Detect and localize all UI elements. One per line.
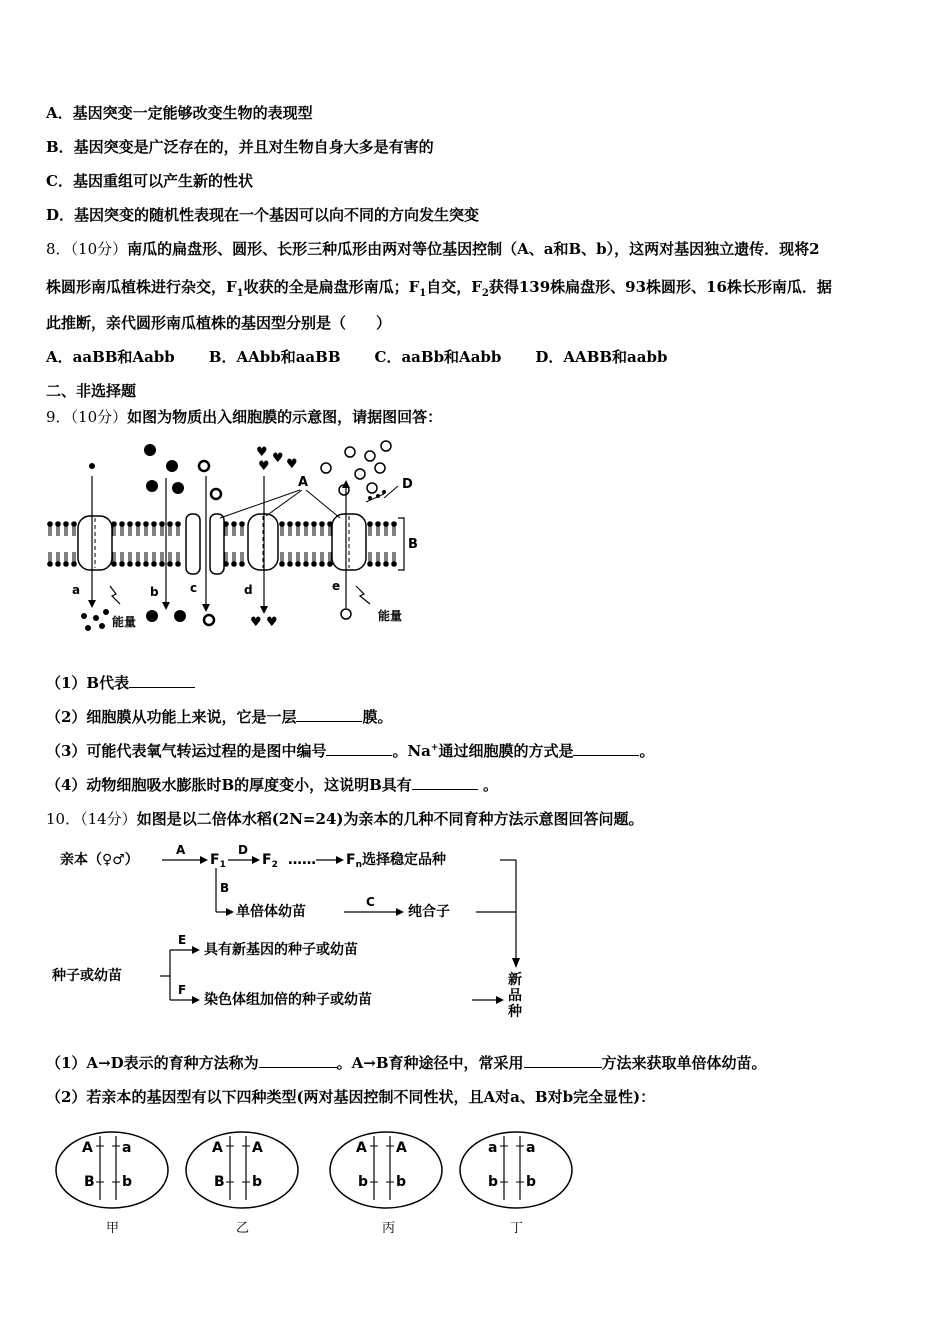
node-parent: 亲本（♀♂） xyxy=(60,852,139,868)
q9-p3-sup: + xyxy=(430,743,439,753)
label-a: a xyxy=(72,583,81,597)
cell-bing xyxy=(330,1132,442,1236)
node-homozygote: 纯合子 xyxy=(408,904,450,920)
q9-p3-blank2[interactable] xyxy=(573,741,639,756)
cell2-bot-left: B xyxy=(214,1174,225,1190)
edge-label-A: A xyxy=(176,843,186,857)
q9-part3 xyxy=(46,740,654,761)
cell4-name: 丁 xyxy=(510,1221,524,1236)
q10-stem xyxy=(46,808,643,829)
F1-letter: F xyxy=(210,852,220,868)
node-seed: 种子或幼苗 xyxy=(52,968,122,984)
label-e: e xyxy=(332,579,341,593)
label-B: B xyxy=(408,537,418,552)
edge-label-D: D xyxy=(238,843,248,857)
cell3-name: 丙 xyxy=(382,1221,396,1236)
F2-sub: 2 xyxy=(271,860,278,870)
cell4-bot-right: b xyxy=(526,1174,537,1190)
energy-label-2: 能量 xyxy=(378,609,403,623)
label-c: c xyxy=(190,581,198,595)
q10-p1-text: （1）A→D表示的育种方法称为 xyxy=(46,1054,259,1072)
node-new-variety-1: 新 xyxy=(508,972,522,988)
q9-p3-na: 。Na xyxy=(392,742,431,760)
energy-label-1: 能量 xyxy=(112,615,137,629)
q7-option-b: B．基因突变是广泛存在的，并且对生物自身大多是有害的 xyxy=(46,138,434,156)
cell1-bot-left: B xyxy=(84,1174,95,1190)
q8-option-d: D．AABB和aabb xyxy=(535,348,668,366)
q8-stem2b: 收获的全是扁盘形南瓜；F xyxy=(243,278,420,296)
q9-p2-tail: 膜。 xyxy=(362,708,393,726)
q8-options xyxy=(46,346,701,367)
node-new-gene: 具有新基因的种子或幼苗 xyxy=(204,942,358,958)
q7-option-d: D．基因突变的随机性表现在一个基因可以向不同的方向发生突变 xyxy=(46,206,480,224)
dots: …… xyxy=(288,852,316,868)
q9-part1 xyxy=(46,672,195,693)
cell-ding xyxy=(460,1132,572,1236)
node-new-variety-3: 种 xyxy=(508,1004,522,1020)
q10-stem-text: 如图是以二倍体水稻(2N=24)为亲本的几种不同育种方法示意图回答问题。 xyxy=(136,810,644,828)
svg-text:♥: ♥ xyxy=(250,615,262,630)
F2-letter: F xyxy=(262,852,272,868)
q8-stem1: 南瓜的扁盘形、圆形、长形三种瓜形由两对等位基因控制（A、a和B、b），这两对基因独立遗传．现将2 xyxy=(127,240,820,258)
q9-p2-text: （2）细胞膜从功能上来说，它是一层 xyxy=(46,708,297,726)
cell1-top-right: a xyxy=(122,1140,132,1156)
q9-p3-blank1[interactable] xyxy=(326,741,392,756)
label-b: b xyxy=(150,585,159,599)
cell4-top-left: a xyxy=(488,1140,498,1156)
cell3-top-left: A xyxy=(356,1140,367,1156)
q8-sub1: 1 xyxy=(236,288,244,299)
q8-number: 8．（10分） xyxy=(46,240,128,258)
node-doubled: 染色体组加倍的种子或幼苗 xyxy=(204,992,372,1008)
cell2-top-right: A xyxy=(252,1140,263,1156)
edge-label-C: C xyxy=(366,895,375,909)
cell1-name: 甲 xyxy=(106,1221,120,1236)
q8-stem2d: 获得139株扁盘形、93株圆形、16株长形南瓜．据 xyxy=(488,278,832,296)
svg-text:♥: ♥ xyxy=(286,457,298,472)
Fn-text: 选择稳定品种 xyxy=(362,852,446,868)
cell2-bot-right: b xyxy=(252,1174,263,1190)
q8-sub1b: 1 xyxy=(419,288,427,299)
q10-p1-blank2[interactable] xyxy=(524,1053,602,1068)
edge-label-F: F xyxy=(178,983,187,997)
section-heading: 二、非选择题 xyxy=(46,382,137,400)
q9-stem-text: 如图为物质出入细胞膜的示意图，请据图回答： xyxy=(127,408,443,426)
node-haploid: 单倍体幼苗 xyxy=(236,904,306,920)
F1-sub: 1 xyxy=(219,860,226,870)
breeding-diagram xyxy=(48,838,538,1028)
q9-part2 xyxy=(46,706,392,727)
cell-jia xyxy=(56,1132,168,1236)
cell2-top-left: A xyxy=(212,1140,223,1156)
q9-p3-end: 。 xyxy=(639,742,655,760)
q10-part1 xyxy=(46,1052,767,1073)
q10-part2: （2）若亲本的基因型有以下四种类型(两对基因控制不同性状，且A对a、B对b完全显性)： xyxy=(46,1088,656,1106)
node-F1 xyxy=(210,852,226,870)
svg-text:♥: ♥ xyxy=(272,451,284,466)
cell1-top-left: A xyxy=(82,1140,93,1156)
q7-option-c: C．基因重组可以产生新的性状 xyxy=(46,172,253,190)
q8-stem-line1 xyxy=(46,238,820,259)
cell2-name: 乙 xyxy=(236,1221,250,1236)
q8-option-a: A．aaBB和Aabb xyxy=(46,348,175,366)
q10-p1-blank1[interactable] xyxy=(259,1053,337,1068)
q9-part4 xyxy=(46,774,498,795)
q9-p3-text: （3）可能代表氧气转运过程的是图中编号 xyxy=(46,742,327,760)
cell3-top-right: A xyxy=(396,1140,407,1156)
svg-text:♥: ♥ xyxy=(258,459,270,474)
q7-option-a: A．基因突变一定能够改变生物的表现型 xyxy=(46,104,313,122)
label-D: D xyxy=(402,477,413,492)
q9-p3-text2: 通过细胞膜的方式是 xyxy=(438,742,574,760)
q10-p1-tail: 方法来获取单倍体幼苗。 xyxy=(601,1054,767,1072)
cell4-top-right: a xyxy=(526,1140,536,1156)
cell-yi xyxy=(186,1132,298,1236)
q9-p4-blank[interactable] xyxy=(412,775,478,790)
Fn-sub: n xyxy=(355,860,362,870)
channel-protein-left xyxy=(186,514,200,574)
cell3-bot-left: b xyxy=(358,1174,369,1190)
q8-stem2a: 株圆形南瓜植株进行杂交，F xyxy=(46,278,237,296)
edge-label-E: E xyxy=(178,933,187,947)
Fn-letter: F xyxy=(346,852,356,868)
cell3-bot-right: b xyxy=(396,1174,407,1190)
q9-p1-text: （1）B代表 xyxy=(46,674,130,692)
q8-stem-line3: 此推断，亲代圆形南瓜植株的基因型分别是（ ） xyxy=(46,314,392,332)
membrane-diagram xyxy=(44,436,424,632)
node-new-variety-2: 品 xyxy=(508,988,522,1004)
q8-stem2c: 自交，F xyxy=(426,278,482,296)
channel-protein-right xyxy=(210,514,224,574)
svg-text:♥: ♥ xyxy=(266,615,278,630)
genotype-cells xyxy=(52,1124,582,1244)
node-F2 xyxy=(262,852,278,870)
q9-stem xyxy=(46,406,442,427)
q8-option-b: B．AAbb和aaBB xyxy=(208,348,341,366)
q9-p1-blank[interactable] xyxy=(129,673,195,688)
cell4-bot-left: b xyxy=(488,1174,499,1190)
q9-p2-blank[interactable] xyxy=(296,707,362,722)
q9-p4-end: 。 xyxy=(477,776,499,794)
q9-p4-text: （4）动物细胞吸水膨胀时B的厚度变小，这说明B具有 xyxy=(46,776,412,794)
node-Fn xyxy=(346,851,446,870)
svg-text:♥: ♥ xyxy=(256,445,268,460)
q8-sub2: 2 xyxy=(481,288,489,299)
cell1-bot-right: b xyxy=(122,1174,133,1190)
label-A: A xyxy=(298,475,309,490)
q8-stem-line2 xyxy=(46,276,832,299)
q8-option-c: C．aaBb和Aabb xyxy=(374,348,502,366)
q9-number: 9．（10分） xyxy=(46,408,128,426)
q10-p1-text2: 。A→B育种途径中，常采用 xyxy=(336,1054,524,1072)
label-d: d xyxy=(244,583,253,597)
q10-number: 10．（14分） xyxy=(46,810,137,828)
edge-label-B: B xyxy=(220,881,230,895)
